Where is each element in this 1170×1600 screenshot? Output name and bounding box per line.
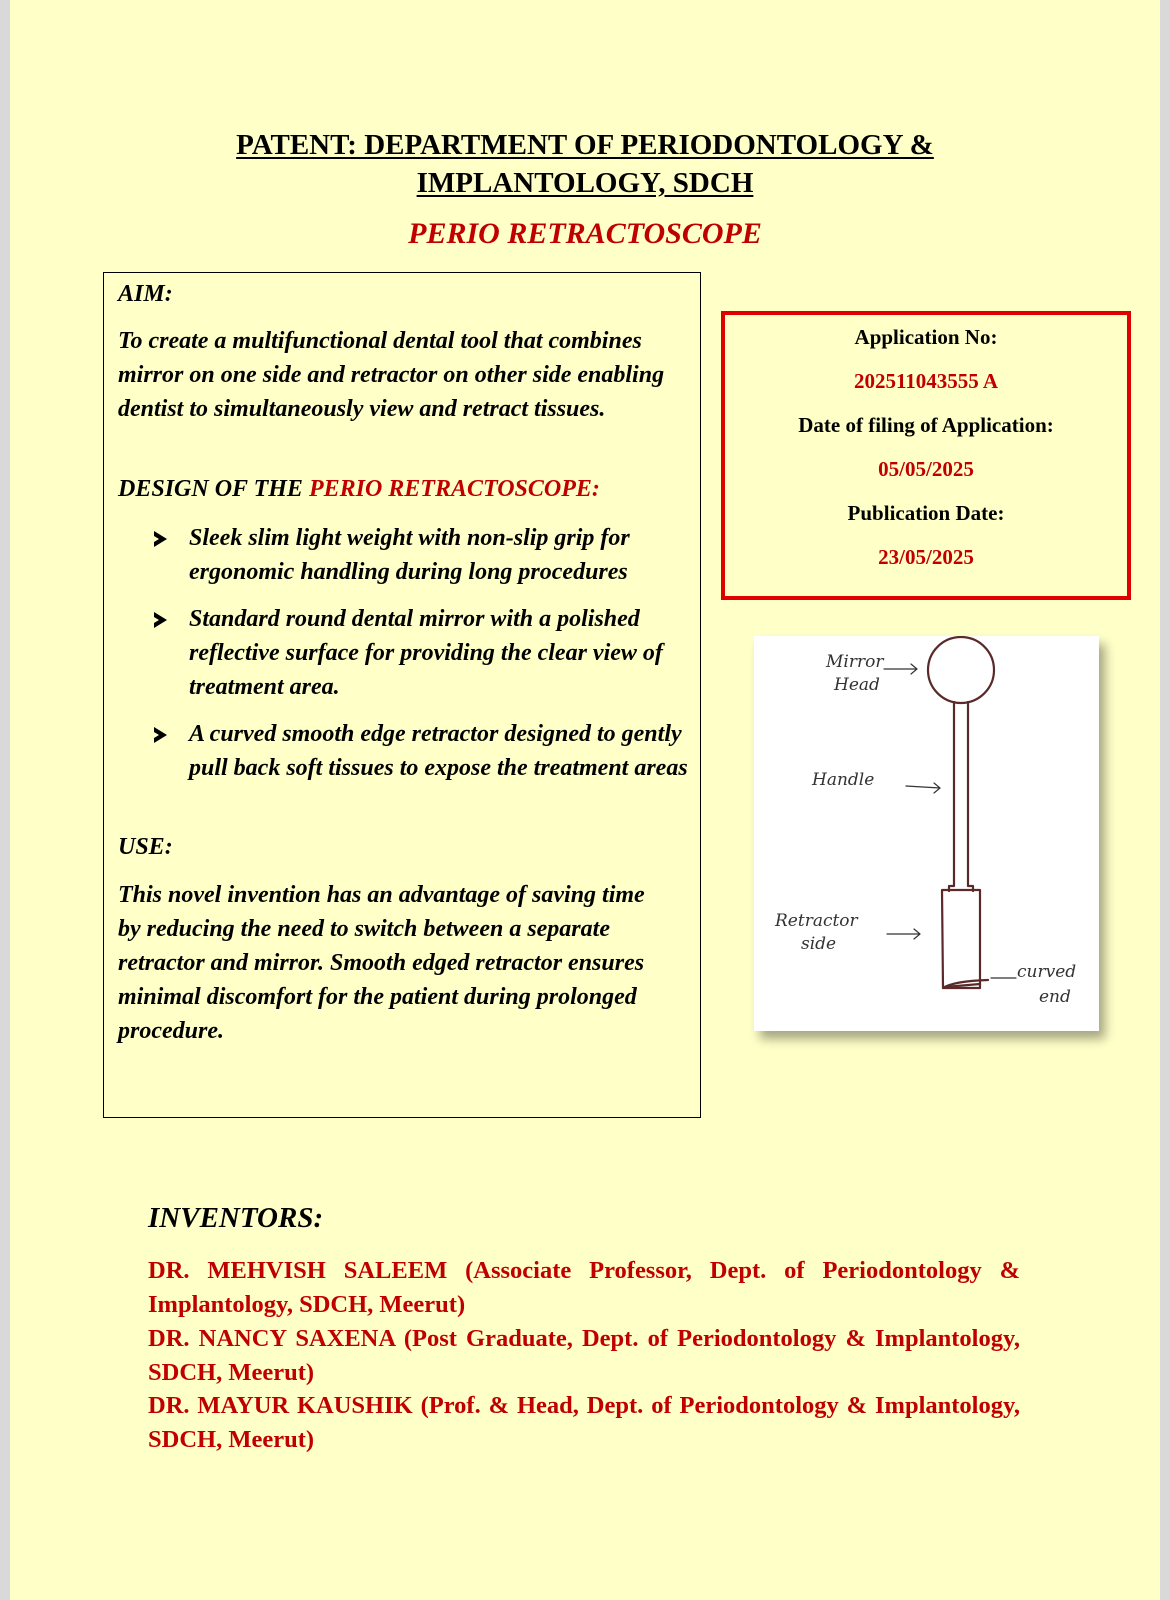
- application-details-box: [721, 311, 1131, 600]
- title-line-2: IMPLANTOLOGY, SDCH: [416, 167, 754, 199]
- application-number-label: Application No:: [854, 325, 998, 349]
- filing-date-value: 05/05/2025: [878, 457, 974, 481]
- retractor-label-1: Retractor: [775, 911, 858, 931]
- mirror-pointer-arrow-icon: [884, 664, 917, 674]
- handle-pointer-arrow-icon: [906, 783, 940, 793]
- aim-text: To create a multifunctional dental tool that combines mirror on one side and retractor on other side enabling dentist to simultaneously view and retract tissues.: [118, 328, 665, 422]
- instrument-sketch-svg: [754, 636, 1099, 1031]
- inventor-entry: DR. NANCY SAXENA (Post Graduate, Dept. of Periodontology & Implantology, SDCH, Meerut): [148, 1325, 1020, 1386]
- retractor-pointer-arrow-icon: [887, 929, 920, 939]
- publication-date-value: 23/05/2025: [878, 545, 974, 569]
- handle-shape: [949, 702, 973, 891]
- design-heading-accent: PERIO RETRACTOSCOPE:: [308, 476, 600, 502]
- curved-label-2: end: [1039, 987, 1071, 1007]
- retractor-shape: [942, 890, 980, 988]
- page-title: [0, 126, 1170, 202]
- product-title: PERIO RETRACTOSCOPE: [408, 217, 762, 250]
- publication-date-label: Publication Date:: [847, 501, 1005, 525]
- aim-heading: AIM:: [118, 281, 173, 307]
- inventor-entry: DR. MAYUR KAUSHIK (Prof. & Head, Dept. of Periodontology & Implantology, SDCH, Meerut): [148, 1392, 1020, 1453]
- description-box: [103, 272, 701, 1118]
- mirror-label-1: Mirror: [826, 652, 884, 672]
- application-number-value: 202511043555 A: [853, 369, 999, 393]
- use-text: This novel invention has an advantage of saving time by reducing the need to switch between a separate retractor and mirror. Smooth edged retractor ensures minimal discomfort for the patient during prolonged procedure.: [118, 882, 645, 1044]
- mirror-label-2: Head: [834, 675, 880, 695]
- filing-date-label: Date of filing of Application:: [798, 413, 1054, 437]
- curved-label-1: curved: [1017, 962, 1077, 982]
- design-bullet-text: Sleek slim light weight with non-slip grip for ergonomic handling during long procedures: [189, 525, 630, 585]
- retractor-label-2: side: [801, 934, 837, 954]
- design-bullet-text: Standard round dental mirror with a polished reflective surface for providing the clear view of treatment area.: [189, 606, 663, 700]
- design-bullet-text: A curved smooth edge retractor designed to gently pull back soft tissues to expose the treatment areas: [189, 721, 688, 781]
- mirror-head-shape: [928, 637, 994, 703]
- arrow-bullet-icon: [154, 531, 167, 547]
- handle-label: Handle: [812, 770, 875, 790]
- use-heading: USE:: [118, 834, 173, 860]
- arrow-bullet-icon: [154, 727, 167, 743]
- inventor-entry: DR. MEHVISH SALEEM (Associate Professor, Dept. of Periodontology & Implantology, SDCH, Meerut): [148, 1257, 1020, 1318]
- inventors-heading: INVENTORS:: [148, 1202, 324, 1234]
- design-heading: [118, 472, 600, 506]
- arrow-bullet-icon: [154, 612, 167, 628]
- title-line-1: PATENT: DEPARTMENT OF PERIODONTOLOGY &: [236, 129, 934, 161]
- instrument-sketch: [754, 636, 1099, 1031]
- design-heading-prefix: DESIGN OF THE: [118, 476, 309, 502]
